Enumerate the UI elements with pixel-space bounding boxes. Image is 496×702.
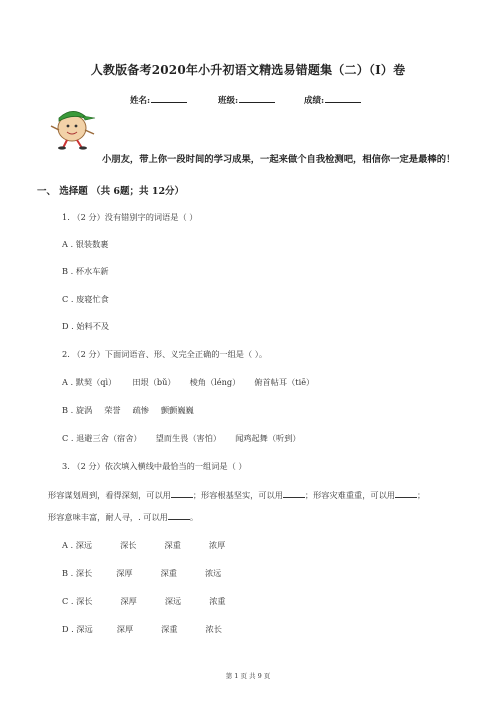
option-part: 闻鸡起舞（听到）: [235, 433, 301, 443]
option-part: B . 深长: [62, 568, 93, 578]
question-2-option-b[interactable]: [62, 405, 194, 416]
question-3-stem: 3. （2 分）依次填入横线中最恰当的一组词是（ ）: [62, 461, 247, 471]
option-part: 俯首帖耳（tiē）: [254, 377, 315, 387]
name-field[interactable]: [130, 93, 187, 106]
question-1-option-d[interactable]: D . 始料不及: [62, 321, 110, 331]
option-part: 棱角（léng）: [189, 377, 241, 387]
question-2-option-c[interactable]: [62, 433, 301, 444]
option-part: 浓远: [204, 568, 222, 578]
score-blank[interactable]: [325, 93, 361, 103]
question-3-paragraph-line-2: [48, 511, 198, 523]
option-part: 深长: [120, 540, 137, 550]
option-part: B . 旋涡: [62, 405, 93, 415]
option-part: 深厚: [116, 624, 134, 634]
question-3-paragraph-line-1: [48, 489, 425, 501]
question-2-option-a[interactable]: [62, 377, 314, 388]
option-part: 深厚: [120, 596, 137, 606]
question-2-stem: 2. （2 分）下面词语音、形、义完全正确的一组是（ ）。: [62, 349, 268, 359]
option-part: C . 退避三舍（宿舍）: [62, 433, 142, 443]
option-part: 望而生畏（害怕）: [155, 433, 222, 443]
option-part: C . 深长: [62, 596, 93, 606]
question-1-option-c[interactable]: C . 废寝忙食: [62, 294, 109, 304]
encouragement-text: 小朋友，带上你一段时间的学习成果，一起来做个自我检测吧，相信你一定是最棒的！: [102, 154, 456, 165]
name-label: 姓名:: [130, 96, 151, 106]
option-part: A . 深远: [62, 540, 93, 550]
paragraph-text: ；: [416, 490, 426, 500]
answer-blank[interactable]: [171, 489, 193, 498]
page-footer: 第 1 页 共 9 页: [225, 672, 271, 680]
option-part: 深重: [164, 540, 181, 550]
paragraph-text: ；形容灾难重重，可以用: [304, 490, 395, 500]
option-part: 深远: [164, 596, 182, 606]
answer-blank[interactable]: [283, 489, 305, 498]
class-label: 班级:: [218, 96, 239, 106]
option-part: D . 深远: [62, 624, 93, 634]
name-blank[interactable]: [151, 93, 187, 103]
score-field[interactable]: [304, 93, 361, 106]
question-3-option-d[interactable]: [62, 624, 222, 635]
mascot-icon: [45, 104, 101, 150]
question-1-stem: 1. （2 分）没有错别字的词语是（ ）: [62, 212, 198, 222]
option-part: 浓厚: [208, 540, 226, 550]
answer-blank[interactable]: [168, 511, 190, 520]
paragraph-text: 。: [189, 512, 199, 522]
question-3-option-b[interactable]: [62, 568, 221, 579]
paragraph-text: 形容意味丰富，耐人寻，. 可以用: [48, 512, 168, 522]
class-blank[interactable]: [239, 93, 275, 103]
option-part: 浓重: [209, 596, 226, 606]
score-label: 成绩:: [304, 96, 325, 106]
question-3-option-a[interactable]: [62, 540, 225, 551]
section-heading: 一、 选择题 （共 6题；共 12分）: [37, 186, 185, 197]
option-part: 疏惨: [132, 405, 149, 415]
option-part: 颤颤巍巍: [160, 405, 194, 415]
option-part: 深重: [161, 624, 178, 634]
class-field[interactable]: [218, 93, 275, 106]
answer-blank[interactable]: [395, 489, 417, 498]
question-3-option-c[interactable]: [62, 596, 226, 607]
paragraph-text: ；形容根基坚实，可以用: [192, 490, 283, 500]
option-part: 浓长: [205, 624, 222, 634]
option-part: 深重: [160, 568, 177, 578]
option-part: 荣誉: [104, 405, 121, 415]
option-part: 田垠（bǔ）: [132, 377, 176, 387]
question-1-option-a[interactable]: A . 银装数裹: [62, 239, 109, 249]
page-title: 人教版备考2020年小升初语文精选易错题集（二）（I）卷: [90, 63, 406, 77]
paragraph-text: 形容谋划周到，看得深刻，可以用: [48, 490, 171, 500]
option-part: A . 默契（qì）: [62, 377, 117, 387]
question-1-option-b[interactable]: B . 杯水车新: [62, 266, 109, 276]
option-part: 深厚: [116, 568, 133, 578]
